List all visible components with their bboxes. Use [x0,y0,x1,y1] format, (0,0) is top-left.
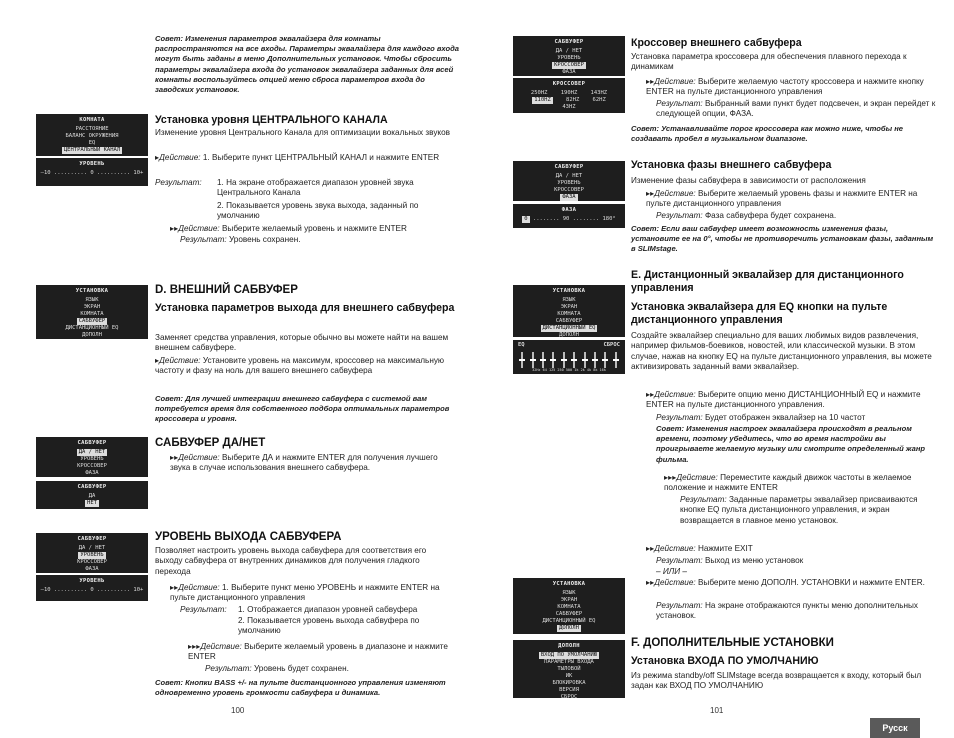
level-result-3: Результат: Уровень будет сохранен. [205,664,349,673]
crossover-result: Результат: Выбранный вами пункт будет подсвечен, и экран перейдет к следующей опции, ФАЗА. [656,99,936,119]
osd-level [36,158,148,186]
center-result-3: Результат: Уровень сохранен. [180,235,301,244]
osd-subwoofer-level: САБВУФЕР ДА / НЕТ УРОВЕНЬ КРОССОВЕР ФАЗА [36,533,148,573]
eq-slider [563,352,565,368]
center-action: ▸Действие: 1. Выберите пункт ЦЕНТРАЛЬНЫЙ КАНАЛ и нажмите ENTER [155,153,440,162]
level-body: Позволяет настроить уровень выхода сабвуфера для соответствия его выходу сабвуфера от внутренних динамиков для получения гладкого перехода [155,546,427,576]
center-action-2: ▸▸Действие: Выберите желаемый уровень и нажмите ENTER [170,224,407,233]
eq-action-3: ▸▸Действие: Нажмите EXIT [646,544,753,553]
eq-slider [604,352,606,368]
yesno-title: САБВУФЕР ДА/НЕТ [155,437,266,449]
adv-subtitle: Установка ВХОДА ПО УМОЛЧАНИЮ [631,655,819,667]
osd-subwoofer-no: САБВУФЕР ДА НЕТ [36,481,148,509]
section-d-title: D. ВНЕШНИЙ САБВУФЕР [155,284,298,296]
osd-setup-menu: УСТАНОВКА ЯЗЫК ЭКРАН КОМНАТА САБВУФЕР ДИСТАНЦИОННЫЙ EQ ДОПОЛН [36,285,148,339]
eq-body: Создайте эквалайзер специально для ваших любимых видов развлечения, например фильмов-боевиков, новостей, или классической музыки. В этом случае, нажав на кнопку EQ на пульте дистанционного управления, вы можете активизировать заданный вами эквалайзер. [631,331,932,372]
osd-header: УРОВЕНЬ [79,161,105,167]
eq-subtitle: Установка эквалайзера для EQ кнопки на пульте дистанционного управления [631,301,888,326]
center-body: Изменение уровня Центрального Канала для оптимизации вокальных звуков [155,128,450,137]
eq-result-1: Результат: Будет отображен эквалайзер на 10 частот [656,413,866,422]
eq-result-4: Результат: На экране отображаются пункты меню дополнительных установок. [656,601,918,621]
osd-level-2: УРОВЕНЬ –10 .......... 0 .......... 10+ [36,575,148,601]
center-result-1: 1. На экране отображается диапазон уровней звука Центрального Канала [217,178,414,198]
eq-slider [573,352,575,368]
eq-slider [521,352,523,368]
phase-body: Изменение фазы сабвуфера в зависимости от расположения [631,176,866,185]
crossover-action: ▸▸Действие: Выберите желаемую частоту кроссовера и нажмите кнопку ENTER на пульте дистанционного управления [646,77,924,97]
osd-line: РАССТОЯНИЕ [75,126,109,132]
osd-header: КОМНАТА [79,117,105,123]
action-label: Действие: [159,153,201,162]
eq-slider [552,352,554,368]
eq-slider [584,352,586,368]
osd-advanced-menu: ДОПОЛН ВХОД ПО УМОЛЧАНИЮ ПАРАМЕТРЫ ВХОДА ТЫЛОВОЙ ИК БЛОКИРОВКА ВЕРСИЯ СБРОС [513,640,625,698]
level-action-2: ▸▸▸Действие: Выберите желаемый уровень в диапазоне и нажмите ENTER [188,642,448,662]
eq-action-2: ▸▸▸Действие: Переместите каждый движок частоты в желаемое положение и нажмите ENTER [664,473,912,493]
osd-eq-sliders [513,340,625,374]
level-result-1: 1. Отображается диапазон уровней сабвуфера [238,605,418,614]
eq-tip: Совет: Изменения настроек эквалайзера происходят в реальном времени, поэтому убедитесь, что во время настройки вы проигрываете желаемую музыку или смотрите определенный жанр фильма. [656,424,926,464]
eq-label: EQ [518,342,525,348]
sub-action: ▸Действие: Установите уровень на максимум, кроссовер на максимальную частоту и фазу на ноль для вашего внешнего сабвуфера [155,356,445,376]
phase-title: Установка фазы внешнего сабвуфера [631,159,832,171]
osd-line: EQ [88,140,96,146]
section-e-title: E. Дистанционный эквалайзер для дистанционного управления [631,269,904,294]
eq-slider [532,352,534,368]
level-result-label: Результат: [180,605,227,614]
tip-room-eq: Совет: Изменения параметров эквалайзера для комнаты распространяются на все входы. Параметры эквалайзера для каждого входа могут быть заданы в меню Дополнительных установок. Чтобы сбросить параметры эквалайзера входа до установок эквалайзера заданных для всей комнаты воспользуйтесь опцией меню сброса параметров входа до заводских установок. [155,34,459,95]
crossover-tip: Совет: Устанавливайте порог кроссовера как можно ниже, чтобы не создавать пробел в музыкальном диапазоне. [631,124,903,144]
eq-slider [594,352,596,368]
osd-subwoofer-yesno: САБВУФЕР ДА / НЕТ УРОВЕНЬ КРОССОВЕР ФАЗА [36,437,148,477]
language-badge: Русск [870,718,920,738]
section-f-title: F. ДОПОЛНИТЕЛЬНЫЕ УСТАНОВКИ [631,637,834,649]
adv-body: Из режима standby/off SLIMstage всегда возвращается к входу, который был задан как ВХОД ПО УМОЛЧАНИЮ [631,671,922,691]
page-number-right: 101 [710,706,724,715]
center-result-label: Результат: [155,178,202,187]
osd-crossover-menu: САБВУФЕР ДА / НЕТ УРОВЕНЬ КРОССОВЕР ФАЗА [513,36,625,76]
action-text: 1. Выберите пункт ЦЕНТРАЛЬНЫЙ КАНАЛ и нажмите ENTER [202,153,440,162]
level-title: УРОВЕНЬ ВЫХОДА САБВУФЕРА [155,531,342,543]
phase-tip: Совет: Если ваш сабвуфер имеет возможность изменения фазы, установите ее на 0°, чтобы не противоречить установкам фазы, заданным в SLIMstage. [631,224,934,254]
osd-scale: –10 .......... 0 .......... 10+ [40,170,144,176]
crossover-title: Кроссовер внешнего сабвуфера [631,37,802,49]
eq-action-4: ▸▸Действие: Выберите меню ДОПОЛН. УСТАНОВКИ и нажмите ENTER. [646,578,925,587]
osd-line: БАЛАНС ОКРУЖЕНИЯ [65,133,119,139]
eq-or: – ИЛИ – [656,567,687,576]
osd-crossover-freqs: КРОССОВЕР 250HZ 190HZ 143HZ 110HZ 82HZ 62HZ 43HZ [513,78,625,113]
yesno-action: ▸▸Действие: Выберите ДА и нажмите ENTER для получения лучшего звука в случае использования внешнего сабвуфера. [170,453,438,473]
eq-slider-group [513,352,625,368]
sub-body: Заменяет средства управления, которые обычно вы можете найти на вашем внешнем сабвуфере. [155,333,449,353]
level-action: ▸▸Действие: 1. Выберите пункт меню УРОВЕНЬ и нажмите ENTER на пульте дистанционного управления [170,583,440,603]
eq-result-3: Результат: Выход из меню установок [656,556,804,565]
crossover-body: Установка параметра кроссовера для обеспечения плавного перехода к динамикам [631,52,907,72]
osd-room-menu [36,114,148,156]
eq-reset-label: СБРОС [603,342,620,348]
osd-setup-remote-eq: УСТАНОВКА ЯЗЫК ЭКРАН КОМНАТА САБВУФЕР ДИСТАНЦИОННЫЙ EQ ДОПОЛН [513,285,625,337]
sub-tip: Совет: Для лучшей интеграции внешнего сабвуфера с системой вам потребуется время для собственного подбора оптимальных параметров кроссовера и уровня. [155,394,450,424]
phase-action: ▸▸Действие: Выберите желаемый уровень фазы и нажмите ENTER на пульте дистанционного управления [646,189,918,209]
eq-slider [542,352,544,368]
eq-result-2: Результат: Заданные параметры эквалайзер присваиваются кнопке EQ пульта дистанционного управления, и экран возвращается в главное меню установок. [680,495,918,525]
osd-highlight: ЦЕНТРАЛЬНЫЙ КАНАЛ [63,147,121,153]
center-result-2: 2. Показывается уровень звука выхода, заданный по умолчанию [217,201,419,221]
osd-setup-advanced: УСТАНОВКА ЯЗЫК ЭКРАН КОМНАТА САБВУФЕР ДИСТАНЦИОННЫЙ EQ ДОПОЛН [513,578,625,634]
osd-phase-scale: ФАЗА 0 ........ 90 ........ 180° [513,204,625,228]
level-result-2: 2. Показывается уровень выхода сабвуфера по умолчанию [238,616,420,636]
eq-action-1: ▸▸Действие: Выберите опцию меню ДИСТАНЦИОННЫЙ EQ и нажмите ENTER на пульте дистанционного управления. [646,390,921,410]
eq-freq-labels: 32Hz 64 125 250 500 1k 2k 4k 8k 16k [532,368,606,372]
phase-result: Результат: Фаза сабвуфера будет сохранена. [656,211,837,220]
osd-phase-menu: САБВУФЕР ДА / НЕТ УРОВЕНЬ КРОССОВЕР ФАЗА [513,161,625,201]
page-number-left: 100 [231,706,245,715]
sub-subtitle: Установка параметров выхода для внешнего сабвуфера [155,302,455,314]
level-tip: Совет: Кнопки BASS +/- на пульте дистанционного управления изменяют одновременно уровень громкости сабвуфера и динамика. [155,678,446,698]
center-title: Установка уровня ЦЕНТРАЛЬНОГО КАНАЛА [155,114,388,126]
eq-slider [615,352,617,368]
